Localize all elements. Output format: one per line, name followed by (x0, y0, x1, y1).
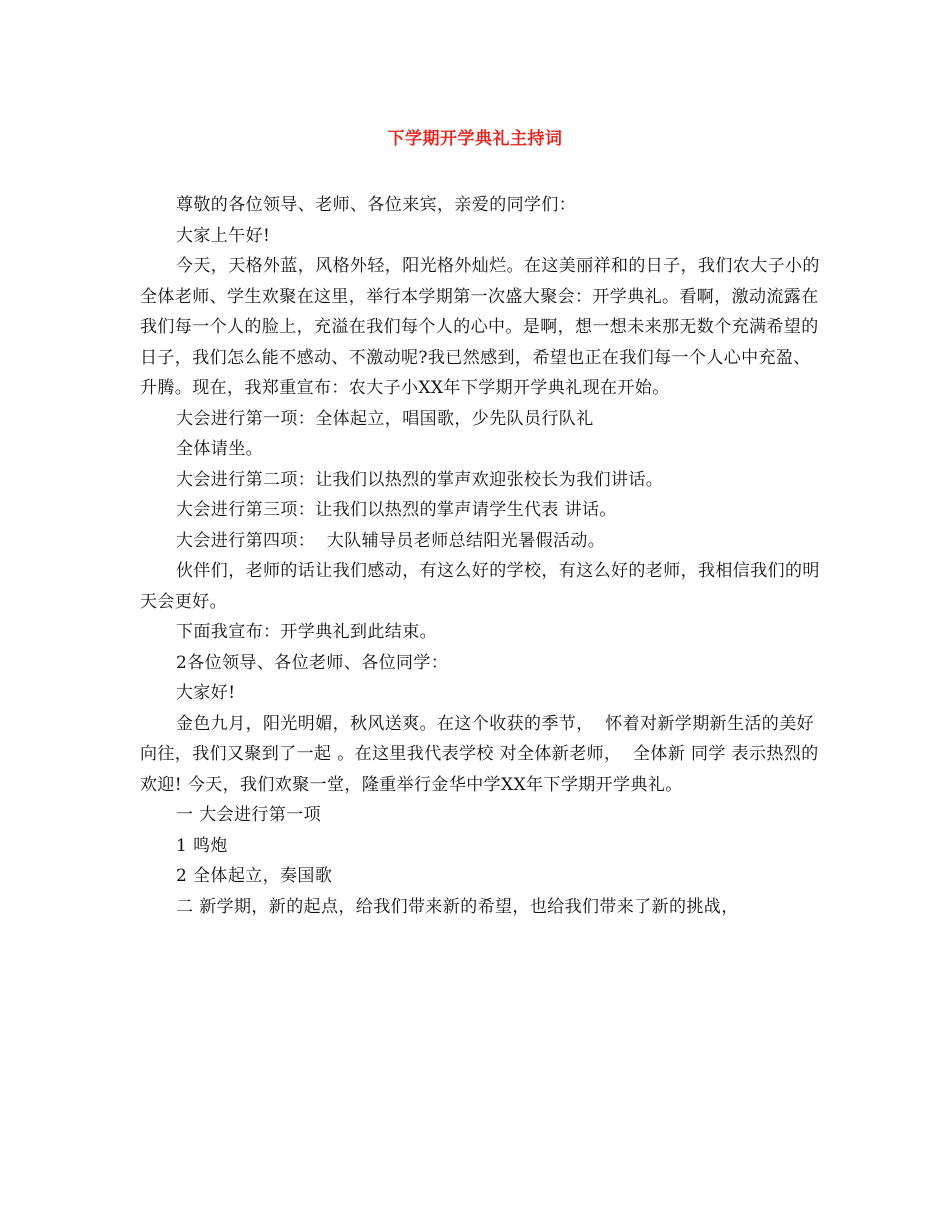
paragraph: 大会进行第三项：让我们以热烈的掌声请学生代表 讲话。 (176, 500, 617, 520)
paragraph: 大家好! (176, 683, 236, 703)
paragraph: 大会进行第一项：全体起立，唱国歌，少先队员行队礼 (176, 408, 594, 429)
paragraph: 1 鸣炮 (176, 835, 228, 856)
document-title: 下学期开学典礼主持词 (387, 129, 563, 149)
paragraph: 2各位领导、各位老师、各位同学： (176, 652, 449, 673)
paragraph: 一 大会进行第一项 (176, 805, 322, 825)
paragraph: 金色九月，阳光明媚，秋风送爽。在这个收获的季节， 怀着对新学期新生活的美好向往，我们又聚到了一起 。在这里我代表学校 对全体新老师， 全体新 同学 表示热烈的欢迎! 今天，我们欢聚一堂，隆重举行金华中学XX年下学期开学典礼。 (140, 713, 819, 795)
paragraph: 尊敬的各位领导、老师、各位来宾，亲爱的同学们： (176, 195, 577, 215)
paragraph: 大家上午好! (176, 225, 271, 246)
document-body (140, 190, 820, 922)
paragraph: 大会进行第二项：让我们以热烈的掌声欢迎张校长为我们讲话。 (176, 469, 664, 490)
paragraph: 今天，天格外蓝，风格外轻，阳光格外灿烂。在这美丽祥和的日子，我们农大子小的全体老师、学生欢聚在这里，举行本学期第一次盛大聚会：开学典礼。看啊，激动流露在我们每一个人的脸上，充溢在我们每个人的心中。是啊，想一想未来那无数个充满希望的日子，我们怎么能不感动、不激动呢?我已然感到，希望也正在我们每一个人心中充盈、升腾。现在，我郑重宣布：农大子小XX年下学期开学典礼现在开始。 (140, 256, 820, 398)
paragraph: 2 全体起立，奏国歌 (176, 866, 333, 886)
paragraph: 下面我宣布：开学典礼到此结束。 (176, 622, 437, 642)
paragraph: 全体请坐。 (176, 439, 263, 459)
paragraph: 二 新学期，新的起点，给我们带来新的希望，也给我们带来了新的挑战， (176, 896, 739, 917)
paragraph: 伙伴们，老师的话让我们感动，有这么好的学校，有这么好的老师，我相信我们的明天会更好。 (140, 561, 820, 612)
paragraph: 大会进行第四项： 大队辅导员老师总结阳光暑假活动。 (176, 530, 606, 551)
